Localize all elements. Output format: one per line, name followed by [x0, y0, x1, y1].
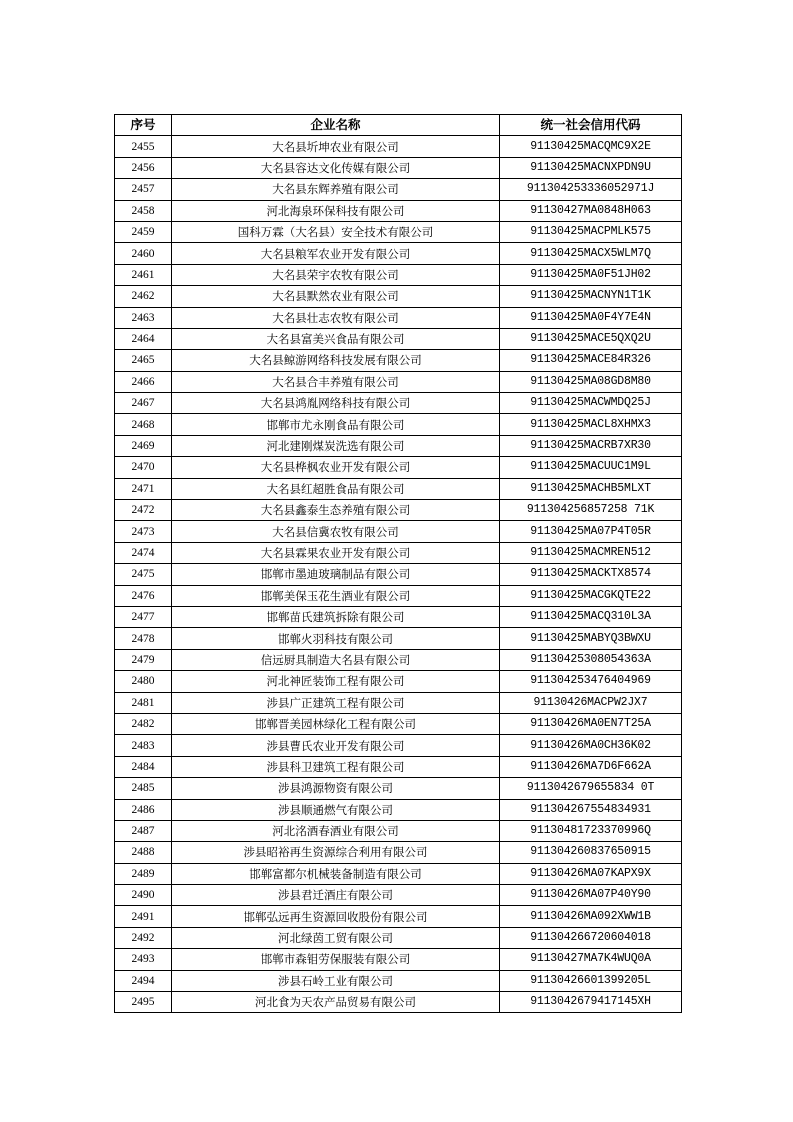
row-company-name: 邯郸美保玉花生酒业有限公司 — [172, 585, 500, 606]
table-row — [115, 328, 682, 349]
row-seq: 2484 — [115, 756, 172, 777]
row-company-name: 涉县石岭工业有限公司 — [172, 970, 500, 991]
table-row — [115, 457, 682, 478]
row-seq: 2471 — [115, 478, 172, 499]
row-credit-code: 91130425MACE5QXQ2U — [500, 328, 682, 349]
row-seq: 2490 — [115, 885, 172, 906]
row-credit-code: 91130427MA7K4WUQ0A — [500, 949, 682, 970]
row-seq: 2482 — [115, 713, 172, 734]
row-credit-code: 91130426MA07KAPX9X — [500, 863, 682, 884]
table-row — [115, 179, 682, 200]
row-company-name: 大名县合丰养殖有限公司 — [172, 371, 500, 392]
row-credit-code: 91130425MACQ310L3A — [500, 606, 682, 627]
row-credit-code: 91130426MA7D6F662A — [500, 756, 682, 777]
row-company-name: 河北建刚煤炭洗选有限公司 — [172, 435, 500, 456]
row-credit-code: 91130425MACKTX8574 — [500, 564, 682, 585]
table-row — [115, 200, 682, 221]
row-credit-code: 91130425MA0F51JH02 — [500, 264, 682, 285]
table-row — [115, 970, 682, 991]
row-company-name: 河北洺酒春酒业有限公司 — [172, 820, 500, 841]
row-company-name: 大名县鲸游网络科技发展有限公司 — [172, 350, 500, 371]
row-company-name: 邯郸火羽科技有限公司 — [172, 628, 500, 649]
row-credit-code: 91130425MACMREN512 — [500, 542, 682, 563]
row-company-name: 涉县鸿源物资有限公司 — [172, 778, 500, 799]
row-seq: 2475 — [115, 564, 172, 585]
table-row — [115, 628, 682, 649]
table-row — [115, 756, 682, 777]
table-row — [115, 606, 682, 627]
row-credit-code: 9113042679655834 0T — [500, 778, 682, 799]
row-credit-code: 9113042679417145XH — [500, 992, 682, 1013]
row-company-name: 大名县霖果农业开发有限公司 — [172, 542, 500, 563]
row-seq: 2458 — [115, 200, 172, 221]
row-credit-code: 91130425MACNYN1T1K — [500, 286, 682, 307]
row-credit-code: 911304256857258 71K — [500, 500, 682, 521]
row-credit-code: 91130425MA0F4Y7E4N — [500, 307, 682, 328]
row-company-name: 邯郸市森钼劳保服装有限公司 — [172, 949, 500, 970]
table-row — [115, 564, 682, 585]
row-seq: 2460 — [115, 243, 172, 264]
row-credit-code: 91130426MACPW2JX7 — [500, 692, 682, 713]
row-seq: 2476 — [115, 585, 172, 606]
row-company-name: 河北食为天农产品贸易有限公司 — [172, 992, 500, 1013]
table-row — [115, 863, 682, 884]
table-row — [115, 136, 682, 157]
table-row — [115, 542, 682, 563]
header-seq: 序号 — [115, 115, 172, 136]
row-company-name: 涉县广正建筑工程有限公司 — [172, 692, 500, 713]
row-company-name: 信远厨具制造大名县有限公司 — [172, 649, 500, 670]
row-credit-code: 91130426MA0CH36K02 — [500, 735, 682, 756]
row-company-name: 大名县信冀农牧有限公司 — [172, 521, 500, 542]
row-company-name: 河北绿茵工贸有限公司 — [172, 927, 500, 948]
row-seq: 2457 — [115, 179, 172, 200]
table-row — [115, 820, 682, 841]
row-company-name: 大名县东辉养殖有限公司 — [172, 179, 500, 200]
row-credit-code: 91130425MACPMLK575 — [500, 221, 682, 242]
table-row — [115, 692, 682, 713]
row-credit-code: 91130425MACNXPDN9U — [500, 157, 682, 178]
row-credit-code: 91130425MACHB5MLXT — [500, 478, 682, 499]
row-credit-code: 911304253336052971J — [500, 179, 682, 200]
row-seq: 2455 — [115, 136, 172, 157]
row-company-name: 大名县桦枫农业开发有限公司 — [172, 457, 500, 478]
table-row — [115, 671, 682, 692]
row-company-name: 邯郸苗氏建筑拆除有限公司 — [172, 606, 500, 627]
table-row — [115, 949, 682, 970]
table-row — [115, 435, 682, 456]
row-seq: 2479 — [115, 649, 172, 670]
row-credit-code: 911304266720604018 — [500, 927, 682, 948]
row-company-name: 大名县红超胜食品有限公司 — [172, 478, 500, 499]
table-row — [115, 585, 682, 606]
row-company-name: 大名县圻坤农业有限公司 — [172, 136, 500, 157]
row-seq: 2466 — [115, 371, 172, 392]
row-seq: 2463 — [115, 307, 172, 328]
row-credit-code: 91130481723370996Q — [500, 820, 682, 841]
row-credit-code: 91130425MACGKQTE22 — [500, 585, 682, 606]
table-header-row — [115, 115, 682, 136]
table-row — [115, 992, 682, 1013]
row-credit-code: 91130425MACE84R326 — [500, 350, 682, 371]
header-name: 企业名称 — [172, 115, 500, 136]
table-row — [115, 778, 682, 799]
row-company-name: 大名县荣宇农牧有限公司 — [172, 264, 500, 285]
row-credit-code: 91130425MACX5WLM7Q — [500, 243, 682, 264]
row-seq: 2462 — [115, 286, 172, 307]
table-row — [115, 735, 682, 756]
row-seq: 2461 — [115, 264, 172, 285]
row-credit-code: 91130425MACQMC9X2E — [500, 136, 682, 157]
row-seq: 2493 — [115, 949, 172, 970]
row-seq: 2494 — [115, 970, 172, 991]
row-credit-code: 91130425MABYQ3BWXU — [500, 628, 682, 649]
table-row — [115, 521, 682, 542]
row-seq: 2478 — [115, 628, 172, 649]
row-seq: 2495 — [115, 992, 172, 1013]
row-company-name: 涉县君迁酒庄有限公司 — [172, 885, 500, 906]
row-company-name: 邯郸晋美园林绿化工程有限公司 — [172, 713, 500, 734]
table-row — [115, 927, 682, 948]
row-seq: 2470 — [115, 457, 172, 478]
row-credit-code: 911304253476404969 — [500, 671, 682, 692]
row-credit-code: 91130425MACUUC1M9L — [500, 457, 682, 478]
row-company-name: 大名县富美兴食品有限公司 — [172, 328, 500, 349]
row-credit-code: 91130426601399205L — [500, 970, 682, 991]
row-company-name: 大名县鸿胤网络科技有限公司 — [172, 393, 500, 414]
table-row — [115, 649, 682, 670]
row-credit-code: 91130425MACL8XHMX3 — [500, 414, 682, 435]
table-row — [115, 885, 682, 906]
row-credit-code: 91130425308054363A — [500, 649, 682, 670]
row-company-name: 涉县曹氏农业开发有限公司 — [172, 735, 500, 756]
row-seq: 2474 — [115, 542, 172, 563]
row-seq: 2485 — [115, 778, 172, 799]
row-credit-code: 91130425MA08GD8M80 — [500, 371, 682, 392]
row-credit-code: 91130426MA0EN7T25A — [500, 713, 682, 734]
row-company-name: 邯郸富都尔机械装备制造有限公司 — [172, 863, 500, 884]
table-row — [115, 713, 682, 734]
row-seq: 2467 — [115, 393, 172, 414]
table-row — [115, 799, 682, 820]
row-seq: 2481 — [115, 692, 172, 713]
row-seq: 2483 — [115, 735, 172, 756]
table-body — [115, 136, 682, 1013]
table-row — [115, 264, 682, 285]
table-row — [115, 286, 682, 307]
row-company-name: 涉县昭裕再生资源综合利用有限公司 — [172, 842, 500, 863]
row-seq: 2487 — [115, 820, 172, 841]
row-company-name: 大名县容达文化传媒有限公司 — [172, 157, 500, 178]
table-row — [115, 393, 682, 414]
row-seq: 2473 — [115, 521, 172, 542]
row-credit-code: 91130425MA07P4T05R — [500, 521, 682, 542]
row-company-name: 邯郸市墨迪玻璃制品有限公司 — [172, 564, 500, 585]
row-credit-code: 91130426MA07P40Y90 — [500, 885, 682, 906]
row-credit-code: 91130425MACRB7XR30 — [500, 435, 682, 456]
row-company-name: 河北海泉环保科技有限公司 — [172, 200, 500, 221]
table-row — [115, 157, 682, 178]
enterprise-table — [114, 114, 682, 1013]
table-row — [115, 221, 682, 242]
table-row — [115, 307, 682, 328]
row-credit-code: 911304260837650915 — [500, 842, 682, 863]
row-seq: 2480 — [115, 671, 172, 692]
row-seq: 2488 — [115, 842, 172, 863]
row-seq: 2459 — [115, 221, 172, 242]
row-company-name: 大名县壮志农牧有限公司 — [172, 307, 500, 328]
row-company-name: 国科万霖（大名县）安全技术有限公司 — [172, 221, 500, 242]
row-seq: 2456 — [115, 157, 172, 178]
row-company-name: 大名县默然农业有限公司 — [172, 286, 500, 307]
table-row — [115, 243, 682, 264]
row-company-name: 河北神匠装饰工程有限公司 — [172, 671, 500, 692]
row-seq: 2491 — [115, 906, 172, 927]
row-credit-code: 91130425MACWMDQ25J — [500, 393, 682, 414]
row-seq: 2472 — [115, 500, 172, 521]
row-seq: 2486 — [115, 799, 172, 820]
row-seq: 2465 — [115, 350, 172, 371]
table-row — [115, 500, 682, 521]
table-row — [115, 350, 682, 371]
table-row — [115, 371, 682, 392]
row-seq: 2477 — [115, 606, 172, 627]
row-company-name: 涉县顺通燃气有限公司 — [172, 799, 500, 820]
row-seq: 2468 — [115, 414, 172, 435]
table-row — [115, 906, 682, 927]
row-credit-code: 911304267554834931 — [500, 799, 682, 820]
row-company-name: 邯郸弘远再生资源回收股份有限公司 — [172, 906, 500, 927]
table-row — [115, 478, 682, 499]
row-credit-code: 91130427MA0848H063 — [500, 200, 682, 221]
row-seq: 2489 — [115, 863, 172, 884]
row-credit-code: 91130426MA092XWW1B — [500, 906, 682, 927]
row-company-name: 大名县鑫泰生态养殖有限公司 — [172, 500, 500, 521]
row-company-name: 邯郸市尤永刚食品有限公司 — [172, 414, 500, 435]
row-company-name: 涉县科卫建筑工程有限公司 — [172, 756, 500, 777]
row-company-name: 大名县粮军农业开发有限公司 — [172, 243, 500, 264]
row-seq: 2469 — [115, 435, 172, 456]
table-row — [115, 414, 682, 435]
table-row — [115, 842, 682, 863]
row-seq: 2464 — [115, 328, 172, 349]
row-seq: 2492 — [115, 927, 172, 948]
header-code: 统一社会信用代码 — [500, 115, 682, 136]
